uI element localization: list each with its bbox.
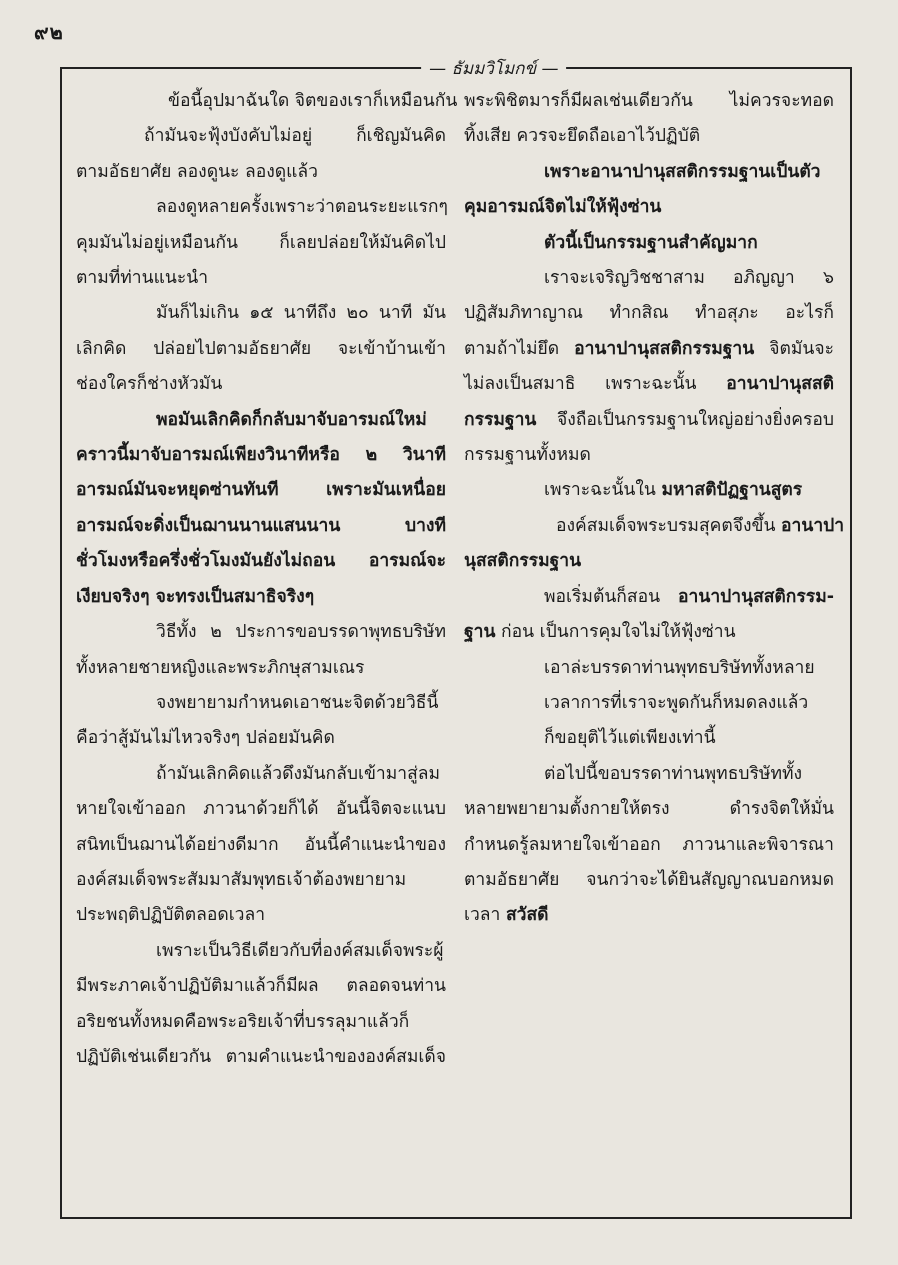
paragraph-line: เราจะเจริญวิชชาสาม อภิญญา ๖ [544, 268, 834, 289]
emphasis-text: กรรมฐาน [464, 409, 537, 430]
paragraph-line: เวลาการที่เราจะพูดกันก็หมดลงแล้ว [544, 692, 809, 713]
paragraph-line: มีพระภาคเจ้าปฏิบัติมาแล้วก็มีผล ตลอดจนท่าน [76, 976, 446, 997]
text-run: จึงถือเป็นกรรมฐานใหญ่อย่างยิ่งครอบ [557, 409, 834, 430]
emphasis-text: ฐาน [464, 622, 496, 643]
paragraph-line: พอมันเลิกคิดก็กลับมาจับอารมณ์ใหม่ [156, 409, 427, 430]
text-run: เวลา [464, 905, 501, 926]
paragraph-line: ตัวนี้เป็นกรรมฐานสำคัญมาก [544, 232, 758, 253]
paragraph-line: องค์สมเด็จพระสัมมาสัมพุทธเจ้าต้องพยายาม [76, 869, 407, 890]
paragraph-line: ตามอัธยาศัย ลองดูนะ ลองดูแล้ว [76, 161, 318, 182]
text-run: ไม่ลงเป็นสมาธิ เพราะฉะนั้น [464, 374, 697, 395]
paragraph-line [464, 332, 834, 367]
left-column [76, 84, 458, 1075]
paragraph-line: หายใจเข้าออก ภาวนาด้วยก็ได้ อันนี้จิตจะแนบ [76, 799, 446, 820]
page-number: ๙๒ [34, 20, 64, 44]
paragraph-line: ก็ขอยุติไว้แต่เพียงเท่านี้ [544, 728, 716, 749]
paragraph-line: คราวนี้มาจับอารมณ์เพียงวินาทีหรือ ๒ วินาที [76, 445, 446, 466]
paragraph-line: ถ้ามันจะฟุ้งบังคับไม่อยู่ ก็เชิญมันคิด [144, 126, 446, 147]
paragraph-line: คุมอารมณ์จิตไม่ให้ฟุ้งซ่าน [464, 197, 662, 218]
paragraph-line: ช่องใครก็ช่างหัวมัน [76, 374, 223, 395]
text-run: จิตมันจะ [769, 338, 834, 359]
paragraph-line: ตามที่ท่านแนะนำ [76, 268, 209, 289]
paragraph-line [464, 403, 834, 438]
paragraph-line: อารมณ์มันจะหยุดซ่านทันที เพราะมันเหนื่อย [76, 480, 446, 501]
paragraph-line: จงพยายามกำหนดเอาชนะจิตด้วยวิธีนี้ [156, 692, 439, 713]
paragraph-line: ข้อนี้อุปมาฉันใด จิตของเราก็เหมือนกัน [168, 91, 458, 111]
right-column [464, 84, 845, 934]
paragraph-line: ปฏิสัมภิทาญาณ ทำกสิณ ทำอสุภะ อะไรก็ [464, 303, 834, 324]
paragraph-line: สนิทเป็นฌานได้อย่างดีมาก อันนี้คำแนะนำของ [76, 834, 446, 855]
emphasis-text: สวัสดี [505, 905, 549, 926]
paragraph-line: เพราะเป็นวิธีเดียวกับที่องค์สมเด็จพระผู้ [156, 940, 444, 961]
running-header: — ธัมมวิโมกข์ — [421, 55, 566, 82]
paragraph-line: วิธีทั้ง ๒ ประการขอบรรดาพุทธบริษัท [156, 622, 446, 643]
paragraph-line: กำหนดรู้ลมหายใจเข้าออก ภาวนาและพิจารณา [464, 834, 834, 855]
emphasis-text: อานาปานุสสติ [726, 374, 834, 395]
paragraph-line [464, 509, 845, 544]
paragraph-line: ปฏิบัติเช่นเดียวกัน ตามคำแนะนำขององค์สมเด็จ [76, 1046, 446, 1067]
emphasis-text: อานาปา [781, 515, 845, 536]
paragraph-line: อารมณ์จะดิ่งเป็นฌานนานแสนนาน บางที [76, 515, 446, 536]
emphasis-text: มหาสติปัฏฐานสูตร [661, 480, 803, 501]
paragraph-line: นุสสติกรรมฐาน [464, 551, 582, 572]
paragraph-line [464, 580, 834, 615]
paragraph-line: มันก็ไม่เกิน ๑๕ นาทีถึง ๒๐ นาที มัน [156, 303, 446, 324]
text-run: ตามถ้าไม่ยึด [464, 338, 560, 359]
paragraph-line: คือว่าสู้มันไม่ไหวจริงๆ ปล่อยมันคิด [76, 728, 335, 749]
paragraph-line: ลองดูหลายครั้งเพราะว่าตอนระยะแรกๆ [156, 197, 448, 218]
text-run: พอเริ่มต้นก็สอน [544, 586, 661, 607]
paragraph-line: ถ้ามันเลิกคิดแล้วดึงมันกลับเข้ามาสู่ลม [156, 763, 441, 784]
paragraph-line: ทิ้งเสีย ควรจะยึดถือเอาไว้ปฏิบัติ [464, 126, 701, 147]
paragraph-line: กรรมฐานทั้งหมด [464, 445, 591, 466]
paragraph-line [464, 367, 834, 402]
running-header-title: ธัมมวิโมกข์ [451, 59, 537, 79]
paragraph-line: เอาล่ะบรรดาท่านพุทธบริษัททั้งหลาย [544, 657, 815, 678]
paragraph-line: ทั้งหลายชายหญิงและพระภิกษุสามเณร [76, 657, 365, 678]
text-run: ก่อน เป็นการคุมใจไม่ให้ฟุ้งซ่าน [501, 622, 736, 643]
paragraph-line: ชั่วโมงหรือครึ่งชั่วโมงมันยังไม่ถอน อารมณ์จะ [76, 551, 446, 572]
text-run: เพราะฉะนั้นใน [544, 480, 656, 501]
paragraph-line: คุมมันไม่อยู่เหมือนกัน ก็เลยปล่อยให้มันคิดไป [76, 232, 446, 253]
emphasis-text: อานาปานุสสติกรรม- [678, 586, 834, 607]
emphasis-text: อานาปานุสสติกรรมฐาน [574, 338, 755, 359]
paragraph-line: ประพฤติปฏิบัติตลอดเวลา [76, 905, 266, 926]
paragraph-line: อริยชนทั้งหมดคือพระอริยเจ้าที่บรรลุมาแล้วก็ [76, 1011, 410, 1032]
paragraph-line: หลายพยายามตั้งกายให้ตรง ดำรงจิตให้มั่น [464, 799, 834, 820]
paragraph-line: ต่อไปนี้ขอบรรดาท่านพุทธบริษัททั้ง [544, 763, 803, 784]
paragraph-line: พระพิชิตมารก็มีผลเช่นเดียวกัน ไม่ควรจะทอด [464, 91, 834, 111]
paragraph-line [464, 473, 834, 508]
text-run: องค์สมเด็จพระบรมสุคตจึงขึ้น [556, 515, 776, 536]
paragraph-line [464, 898, 834, 933]
paragraph-line: เงียบจริงๆ จะทรงเป็นสมาธิจริงๆ [76, 586, 315, 607]
paragraph-line [464, 615, 834, 650]
paragraph-line: เลิกคิด ปล่อยไปตามอัธยาศัย จะเข้าบ้านเข้า [76, 338, 446, 359]
text-frame [60, 59, 852, 1219]
paragraph-line: เพราะอานาปานุสสติกรรมฐานเป็นตัว [544, 161, 821, 182]
paragraph-line: ตามอัธยาศัย จนกว่าจะได้ยินสัญญาณบอกหมด [464, 869, 834, 890]
